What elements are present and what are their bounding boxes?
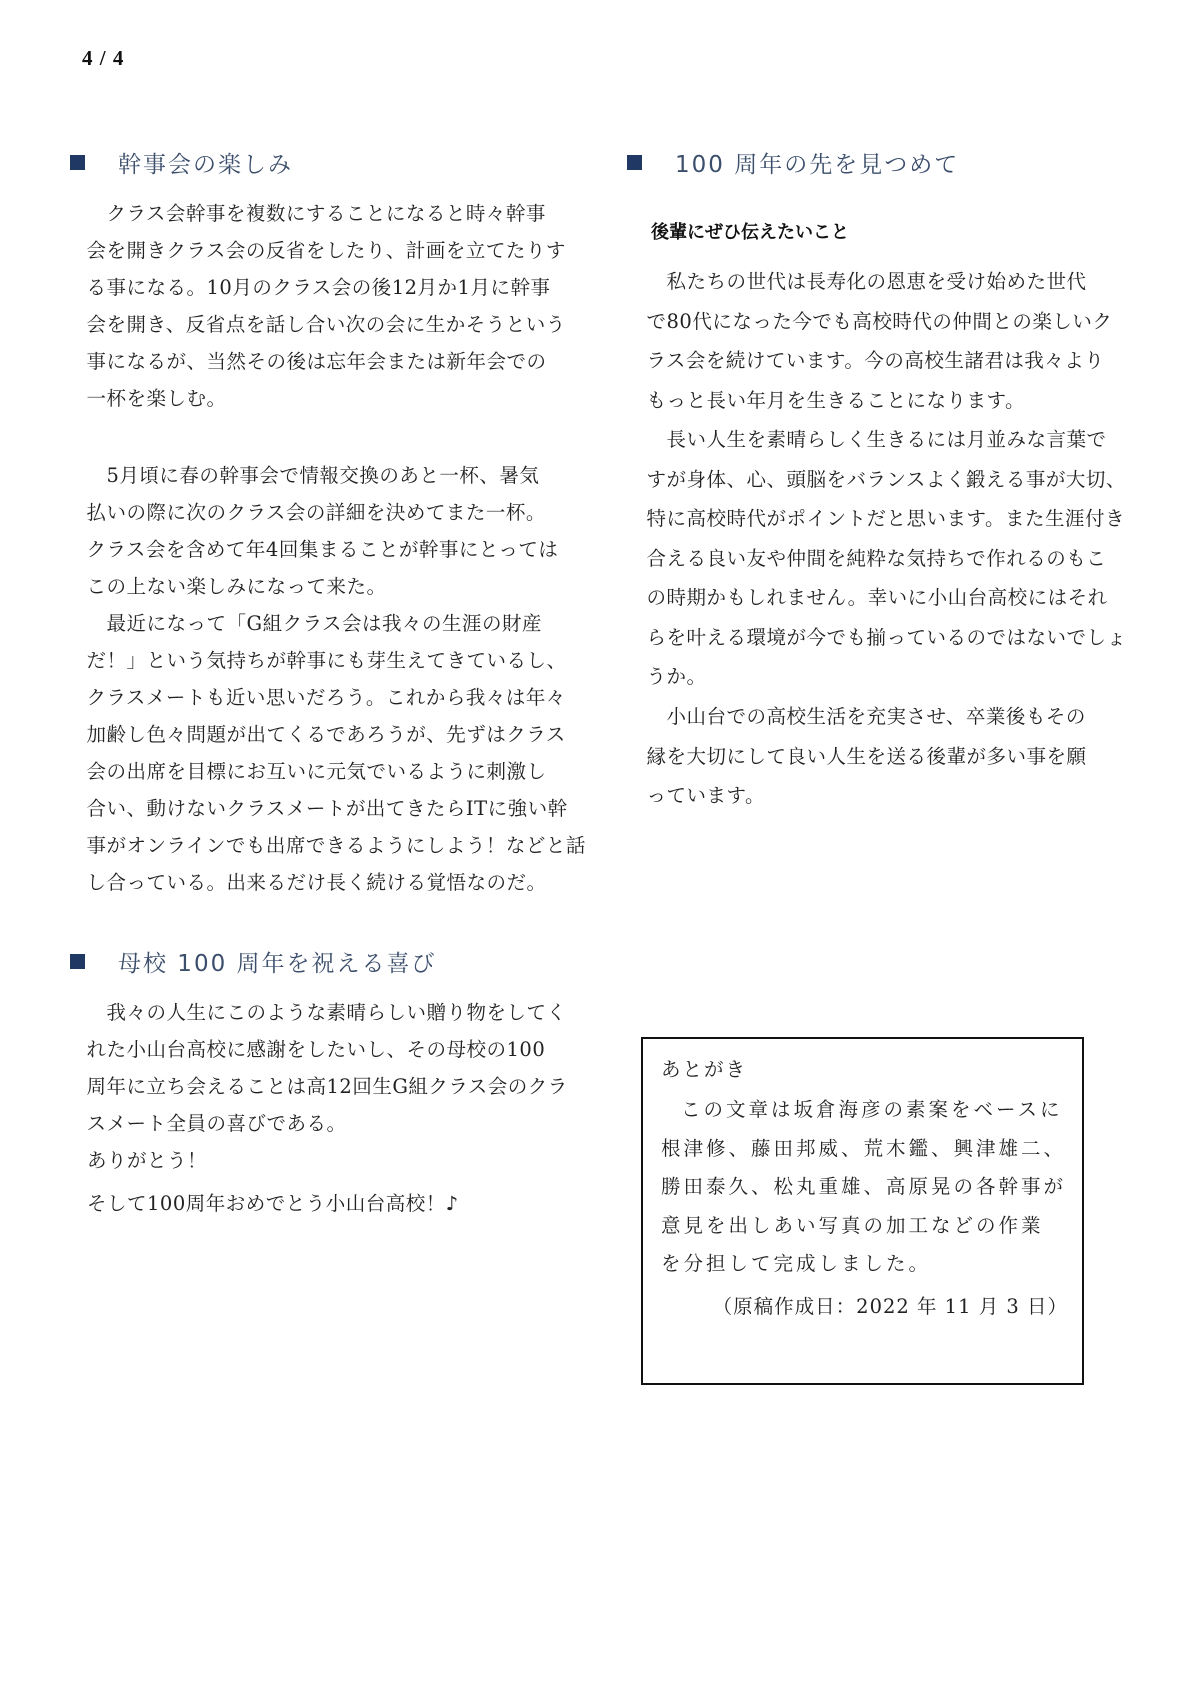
section-title: 100 周年の先を見つめて — [675, 152, 960, 178]
text-line: 意見を出しあい写真の加工などの作業 — [661, 1213, 1044, 1237]
afterword-date: （原稿作成日：2022 年 11 月 3 日） — [712, 1295, 1068, 1318]
text-line: クラス会を含めて年4回集まることが幹事にとっては — [86, 538, 559, 561]
subheading-message-to-juniors: 後輩にぜひ伝えたいこと — [651, 222, 849, 243]
paragraph-kanjikai-1 — [67, 195, 566, 417]
text-line: 会を開きクラス会の反省をしたり、計画を立てたりす — [86, 239, 566, 262]
text-line: 5月頃に春の幹事会で情報交換のあと一杯、暑気 — [106, 464, 540, 487]
text-line: 最近になって「G組クラス会は我々の生涯の財産 — [106, 612, 542, 635]
text-line: 周年に立ち会えることは高12回生G組クラス会のクラ — [86, 1075, 568, 1098]
text-line: る事になる。10月のクラス会の後12月か1月に幹事 — [86, 276, 551, 299]
text-line: れた小山台高校に感謝をしたいし、その母校の100 — [86, 1038, 546, 1061]
text-line: 私たちの世代は長寿化の恩恵を受け始めた世代 — [666, 270, 1087, 293]
text-line: この文章は坂倉海彦の素案をベースに — [681, 1098, 1063, 1121]
text-line: 加齢し色々問題が出てくるであろうが、先ずはクラス — [86, 723, 566, 746]
thanks-line: ありがとう！ — [87, 1149, 208, 1172]
paragraph-beyond-3 — [627, 697, 1097, 816]
afterword-body — [661, 1091, 1066, 1284]
text-line: 会の出席を目標にお互いに元気でいるように刺激し — [86, 760, 547, 783]
section-heading-centennial-joy — [67, 945, 437, 978]
square-bullet-icon — [627, 155, 642, 170]
text-line: 一杯を楽しむ。 — [86, 387, 227, 410]
text-line: 根津修、藤田邦威、荒木鑑、興津雄二、 — [661, 1136, 1067, 1160]
text-line: すが身体、心、頭脳をバランスよく鍛える事が大切、 — [646, 467, 1126, 491]
congrats-line: そして100周年おめでとう小山台高校！♪ — [87, 1192, 459, 1215]
text-line: だ！」という気持ちが幹事にも芽生えてきているし、 — [86, 649, 567, 672]
section-title: 幹事会の楽しみ — [118, 152, 293, 178]
paragraph-beyond-1 — [627, 262, 1113, 420]
section-heading-kanjikai — [67, 146, 293, 179]
paragraph-beyond-2 — [627, 420, 1127, 697]
text-line: うか。 — [646, 665, 707, 688]
text-line: 会を開き、反省点を話し合い次の会に生かそうという — [86, 313, 566, 336]
text-line: 縁を大切にして良い人生を送る後輩が多い事を願 — [646, 744, 1087, 768]
text-line: クラス会幹事を複数にすることになると時々幹事 — [106, 202, 546, 225]
text-line: 事になるが、当然その後は忘年会または新年会での — [86, 350, 547, 373]
square-bullet-icon — [70, 155, 85, 170]
paragraph-kanjikai-3 — [67, 605, 586, 901]
paragraph-kanjikai-2 — [67, 457, 559, 605]
text-line: 我々の人生にこのような素晴らしい贈り物をしてく — [106, 1001, 567, 1024]
square-bullet-icon — [70, 954, 85, 969]
text-line: 長い人生を素晴らしく生きるには月並みな言葉で — [666, 428, 1107, 451]
text-line: スメート全員の喜びである。 — [86, 1112, 347, 1135]
text-line: もっと長い年月を生きることになります。 — [646, 388, 1025, 412]
text-line: で80代になった今でも高校時代の仲間との楽しいク — [646, 309, 1113, 333]
text-line: っています。 — [646, 784, 765, 807]
paragraph-centennial-joy — [67, 994, 568, 1142]
text-line: クラスメートも近い思いだろう。これから我々は年々 — [86, 686, 566, 709]
text-line: らを叶える環境が今でも揃っているのではないでしょ — [646, 625, 1127, 649]
text-line: の時期かもしれません。幸いに小山台高校にはそれ — [646, 586, 1108, 609]
afterword-box — [641, 1037, 1084, 1385]
page-number: 4 / 4 — [82, 46, 125, 70]
afterword-title: あとがき — [661, 1058, 748, 1081]
text-line: を分担して完成しました。 — [661, 1252, 932, 1275]
text-line: 払いの際に次のクラス会の詳細を決めてまた一杯。 — [86, 501, 546, 524]
text-line: 合い、動けないクラスメートが出てきたらITに強い幹 — [86, 797, 568, 820]
text-line: 勝田泰久、松丸重雄、高原晃の各幹事が — [661, 1175, 1067, 1198]
text-line: し合っている。出来るだけ長く続ける覚悟なのだ。 — [86, 871, 547, 894]
text-line: ラス会を続けています。今の高校生諸君は我々より — [646, 349, 1105, 372]
text-line: 事がオンラインでも出席できるようにしよう！などと話 — [86, 834, 586, 857]
text-line: この上ない楽しみになって来た。 — [86, 575, 387, 598]
section-title: 母校 100 周年を祝える喜び — [118, 951, 437, 977]
text-line: 特に高校時代がポイントだと思います。また生涯付き — [646, 507, 1125, 530]
text-line: 小山台での高校生活を充実させ、卒業後もその — [666, 705, 1086, 728]
section-heading-beyond-centennial — [624, 146, 959, 179]
text-line: 合える良い友や仲間を純粋な気持ちで作れるのもこ — [646, 546, 1107, 570]
